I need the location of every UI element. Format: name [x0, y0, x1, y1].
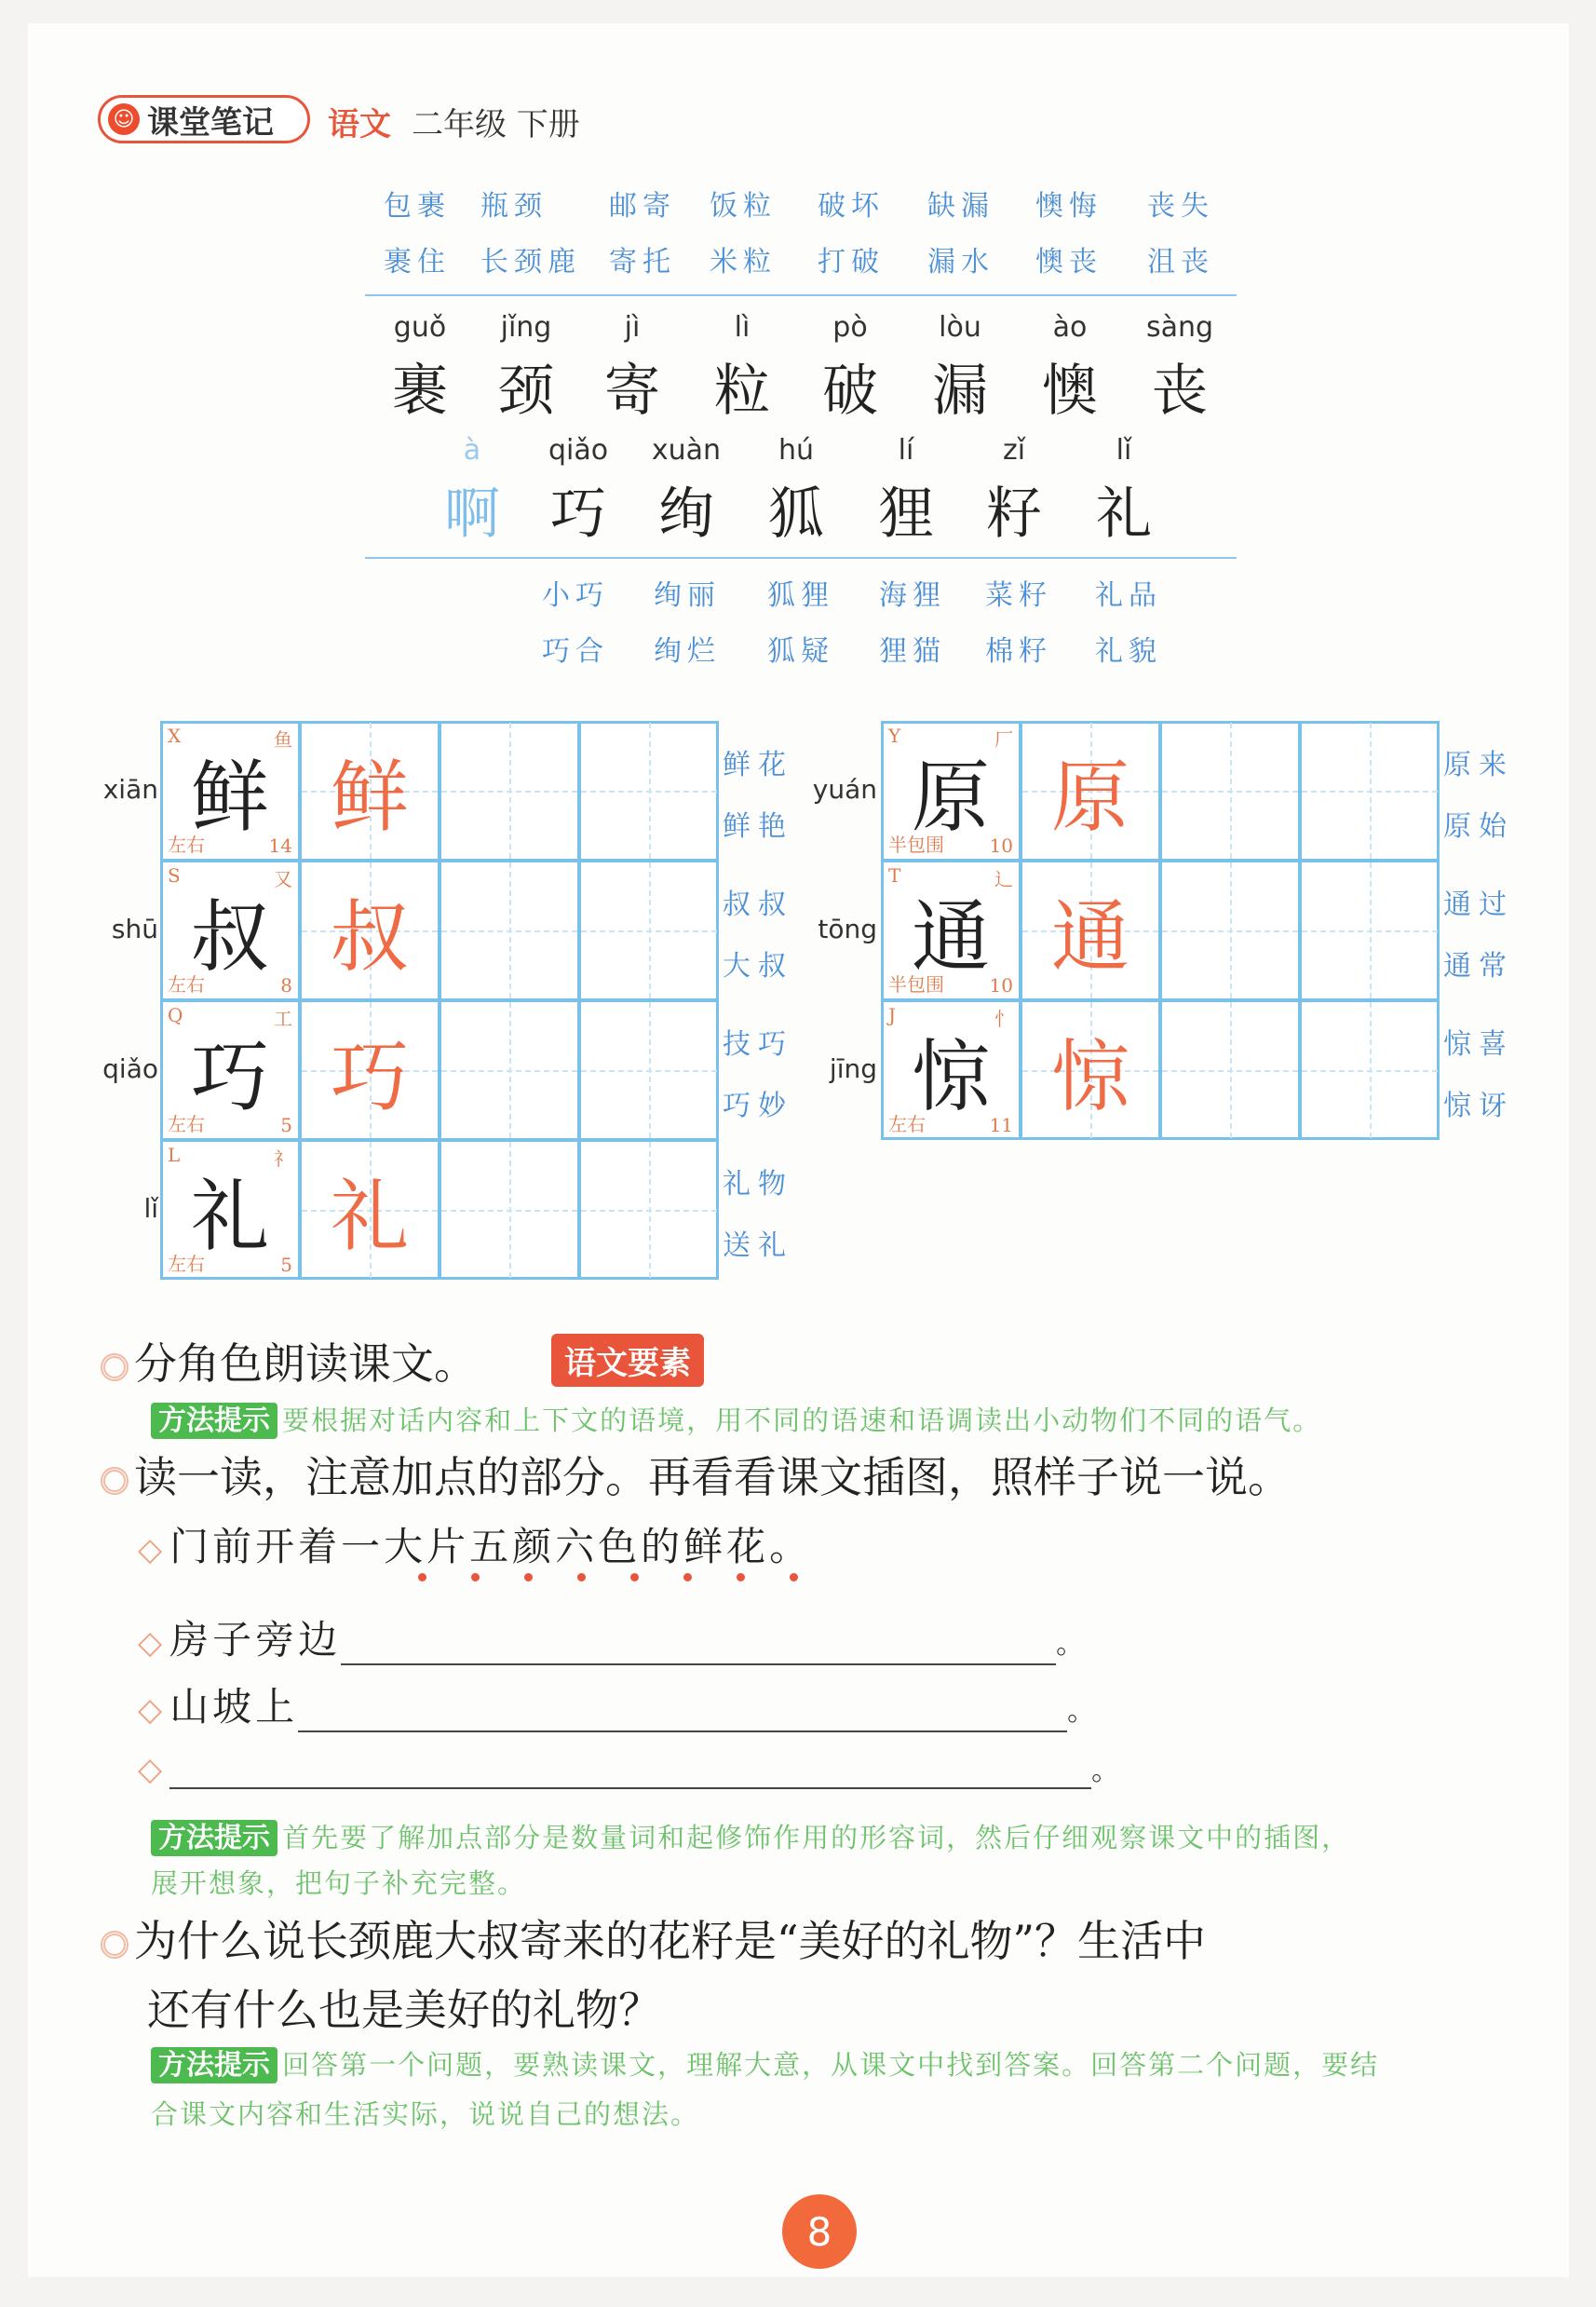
pinyin: jǐng [500, 311, 552, 344]
emphasis-dot [524, 1573, 533, 1581]
character: 籽 [986, 482, 1042, 547]
guide-line-h [1302, 930, 1438, 932]
pinyin: qiǎo [548, 434, 609, 467]
stroke-count: 5 [280, 1254, 292, 1276]
grid-cell[interactable] [1160, 1000, 1300, 1140]
grid-word: 原始 [1443, 810, 1514, 843]
divider-top [365, 294, 1237, 296]
tip-1 [151, 1397, 1321, 1438]
vocab-word: 礼品 [1095, 579, 1162, 612]
vocab-word: 瓶颈 [480, 190, 548, 223]
pinyin: à [463, 434, 481, 467]
model-character: 通 [911, 890, 990, 983]
grid-word: 巧妙 [723, 1090, 793, 1122]
vocab-word: 寄托 [609, 246, 676, 278]
question-3-text-line1: 为什么说长颈鹿大叔寄来的花籽是“美好的礼物”？生活中 [134, 1916, 1207, 1966]
model-character: 叔 [190, 890, 269, 983]
period: 。 [1067, 1695, 1100, 1728]
grid-cell[interactable] [1300, 861, 1440, 1000]
question-1 [101, 1330, 477, 1391]
character: 颈 [498, 359, 554, 424]
pinyin: sàng [1145, 311, 1214, 344]
vocab-word: 漏水 [927, 246, 994, 278]
question-2 [101, 1444, 1291, 1505]
vocab-word: 礼貌 [1095, 635, 1162, 668]
example-sentence [138, 1516, 812, 1572]
tip-2-text-line2: 展开想象，把句子补充完整。 [151, 1867, 527, 1899]
smile-icon: ☺ [108, 103, 140, 135]
emphasis-dot [737, 1573, 745, 1581]
grid-cell [300, 1000, 440, 1140]
question-2-text: 读一读，注意加点的部分。再看看课文插图，照样子说一说。 [134, 1452, 1291, 1502]
grid-cell[interactable] [440, 861, 579, 1000]
tip-3-text-line2: 合课文内容和生活实际，说说自己的想法。 [151, 2098, 700, 2130]
guide-line-h [441, 930, 577, 932]
example-text: 门前开着一大片五颜六色的鲜花。 [169, 1524, 813, 1569]
fill-item-1 [138, 1609, 1088, 1665]
guide-line-h [1302, 1070, 1438, 1072]
radical: 辶 [994, 868, 1013, 890]
grid-cell [1021, 1000, 1160, 1140]
character: 漏 [932, 359, 988, 424]
period: 。 [1091, 1755, 1124, 1787]
stroke-count: 5 [280, 1114, 292, 1136]
emphasis-dot [683, 1573, 692, 1581]
grid-cell [881, 861, 1021, 1000]
tip-1-text: 要根据对话内容和上下文的语境，用不同的语速和语调读出小动物们不同的语气。 [282, 1405, 1322, 1436]
model-character: 原 [911, 751, 990, 843]
trace-character: 礼 [330, 1170, 409, 1262]
index-letter: X [168, 725, 182, 747]
grid-word: 惊喜 [1443, 1028, 1514, 1061]
grid-cell[interactable] [579, 721, 719, 861]
model-character: 鲜 [190, 751, 269, 843]
question-3-text-line2: 还有什么也是美好的礼物？ [147, 1985, 661, 2035]
model-character: 礼 [190, 1170, 269, 1262]
stroke-count: 10 [989, 835, 1013, 857]
character: 懊 [1042, 359, 1098, 424]
grid-cell[interactable] [1160, 721, 1300, 861]
header-subject: 语文 [328, 106, 391, 143]
diamond-icon: ◇ [138, 1624, 167, 1662]
tip-label: 方法提示 [151, 1403, 277, 1439]
grid-cell[interactable] [440, 721, 579, 861]
grid-word: 送礼 [723, 1229, 793, 1262]
header-title: 课堂笔记 [147, 103, 274, 142]
tip-2-text-line1: 首先要了解加点部分是数量词和起修饰作用的形容词，然后仔细观察课文中的插图， [282, 1822, 1351, 1853]
vocab-word: 棉籽 [985, 635, 1052, 668]
fill-item-2 [138, 1676, 1099, 1732]
guide-line-h [1302, 791, 1438, 793]
guide-line-h [581, 1070, 717, 1072]
character: 巧 [550, 482, 606, 547]
structure: 左右 [888, 1113, 926, 1135]
question-bullet-icon [101, 1353, 128, 1381]
emphasis-dot [471, 1573, 480, 1581]
structure: 左右 [168, 1113, 205, 1135]
radical: 厂 [994, 728, 1013, 751]
question-bullet-icon [101, 1931, 128, 1959]
header-grade: 二年级 下册 [412, 106, 580, 143]
grid-pinyin: yuán [812, 774, 877, 805]
grid-cell [160, 721, 300, 861]
grid-cell [160, 861, 300, 1000]
pinyin: lì [734, 311, 751, 344]
vocab-word: 绚丽 [654, 579, 721, 612]
character: 丧 [1152, 359, 1208, 424]
vocab-word: 饭粒 [710, 190, 777, 223]
pinyin: pò [832, 311, 868, 344]
model-character: 巧 [190, 1030, 269, 1122]
vocab-word: 沮丧 [1147, 246, 1214, 278]
grid-cell [1021, 721, 1160, 861]
period: 。 [1056, 1628, 1089, 1661]
vocab-word: 长颈鹿 [480, 246, 581, 278]
tip-2 [151, 1814, 1350, 1855]
grid-pinyin: xiān [102, 774, 158, 805]
vocab-word: 绚烂 [654, 635, 721, 668]
grid-pinyin: lǐ [143, 1193, 158, 1224]
emphasis-dot [418, 1573, 426, 1581]
grid-pinyin: tōng [818, 914, 877, 944]
tip-label: 方法提示 [151, 1820, 277, 1856]
index-letter: J [888, 1004, 897, 1026]
vocab-word: 破坏 [818, 190, 885, 223]
radical: 鱼 [274, 728, 292, 751]
grid-word: 通常 [1443, 950, 1514, 983]
vocab-word: 懊丧 [1035, 246, 1102, 278]
character: 绚 [658, 482, 714, 547]
character: 裹 [392, 359, 448, 424]
fill-item-1-prompt: 房子旁边 [169, 1617, 342, 1662]
page-number: 8 [782, 2194, 857, 2269]
character: 粒 [714, 359, 770, 424]
index-letter: S [168, 864, 181, 887]
grid-word: 鲜艳 [723, 810, 793, 843]
character: 狐 [768, 482, 824, 547]
grid-pinyin: shū [111, 914, 158, 944]
character: 啊 [444, 482, 500, 547]
grid-word: 惊讶 [1443, 1090, 1514, 1122]
radical: 忄 [994, 1008, 1013, 1030]
vocab-word: 邮寄 [609, 190, 676, 223]
emphasis-dot [577, 1573, 586, 1581]
diamond-icon: ◇ [138, 1691, 167, 1729]
trace-character: 通 [1050, 890, 1129, 983]
tip-label: 方法提示 [151, 2047, 277, 2083]
divider-bottom [365, 557, 1237, 559]
language-element-badge: 语文要素 [551, 1334, 704, 1387]
vocab-word: 小巧 [542, 579, 609, 612]
guide-line-h [581, 791, 717, 793]
grid-word: 叔叔 [723, 889, 793, 921]
answer-line-1[interactable] [341, 1626, 1056, 1665]
guide-line-h [1162, 930, 1298, 932]
tip-3 [151, 2042, 1379, 2083]
tip-3-text-line1: 回答第一个问题，要熟读课文，理解大意，从课文中找到答案。回答第二个问题，要结 [282, 2049, 1380, 2081]
guide-line-h [581, 1210, 717, 1212]
character: 破 [822, 359, 878, 424]
pinyin: zǐ [1002, 434, 1026, 467]
trace-character: 鲜 [330, 751, 409, 843]
structure: 半包围 [888, 834, 944, 856]
trace-character: 原 [1050, 751, 1129, 843]
grid-cell [300, 721, 440, 861]
diamond-icon: ◇ [138, 1531, 167, 1568]
stroke-count: 14 [268, 835, 292, 857]
grid-cell [881, 1000, 1021, 1140]
header-badge [98, 95, 310, 143]
guide-line-h [1162, 1070, 1298, 1072]
vocab-word: 狐疑 [767, 635, 834, 668]
grid-cell [160, 1140, 300, 1280]
guide-line-h [441, 791, 577, 793]
grid-cell [300, 861, 440, 1000]
stroke-count: 10 [989, 974, 1013, 997]
grid-cell [300, 1140, 440, 1280]
stroke-count: 8 [280, 974, 292, 997]
grid-word: 礼物 [723, 1168, 793, 1201]
grid-word: 技巧 [723, 1028, 793, 1061]
pinyin: lòu [939, 311, 981, 344]
guide-line-h [581, 930, 717, 932]
grid-word: 大叔 [723, 950, 793, 983]
vocab-word: 菜籽 [985, 579, 1052, 612]
grid-word: 原来 [1443, 749, 1514, 781]
grid-word: 通过 [1443, 889, 1514, 921]
stroke-count: 11 [989, 1114, 1013, 1136]
grid-cell[interactable] [440, 1140, 579, 1280]
vocab-word: 打破 [818, 246, 885, 278]
grid-cell [881, 721, 1021, 861]
character: 寄 [604, 359, 660, 424]
diamond-icon: ◇ [138, 1751, 167, 1788]
trace-character: 巧 [330, 1030, 409, 1122]
question-3 [101, 1907, 1206, 1969]
guide-line-h [441, 1070, 577, 1072]
radical: 又 [274, 868, 292, 890]
pinyin: lǐ [1116, 434, 1132, 467]
grid-cell[interactable] [440, 1000, 579, 1140]
grid-cell[interactable] [1160, 861, 1300, 1000]
grid-cell[interactable] [1300, 721, 1440, 861]
pinyin: lí [898, 434, 914, 467]
grid-cell[interactable] [579, 1140, 719, 1280]
pinyin: ào [1052, 311, 1088, 344]
pinyin: guǒ [393, 311, 447, 344]
character: 狸 [878, 482, 934, 547]
index-letter: Q [168, 1004, 183, 1026]
vocab-word: 包裹 [384, 190, 451, 223]
structure: 左右 [168, 973, 205, 996]
index-letter: L [168, 1144, 181, 1166]
vocab-word: 裹住 [384, 246, 451, 278]
fill-item-2-prompt: 山坡上 [169, 1684, 299, 1730]
pinyin: xuàn [651, 434, 722, 467]
pinyin: jì [624, 311, 641, 344]
trace-character: 叔 [330, 890, 409, 983]
pinyin: hú [778, 434, 815, 467]
vocab-word: 巧合 [542, 635, 609, 668]
structure: 半包围 [888, 973, 944, 996]
trace-character: 惊 [1050, 1030, 1129, 1122]
question-1-text: 分角色朗读课文。 [134, 1338, 477, 1389]
structure: 左右 [168, 1253, 205, 1275]
vocab-word: 狸猫 [879, 635, 946, 668]
grid-cell [160, 1000, 300, 1140]
vocab-word: 海狸 [879, 579, 946, 612]
guide-line-h [441, 1210, 577, 1212]
radical: 工 [274, 1008, 292, 1030]
vocab-word: 懊悔 [1035, 190, 1102, 223]
vocab-word: 狐狸 [767, 579, 834, 612]
structure: 左右 [168, 834, 205, 856]
vocab-word: 缺漏 [927, 190, 994, 223]
emphasis-dot [790, 1573, 798, 1581]
vocab-word: 丧失 [1147, 190, 1214, 223]
emphasis-dot [630, 1573, 639, 1581]
grid-cell[interactable] [579, 1000, 719, 1140]
grid-cell[interactable] [579, 861, 719, 1000]
answer-line-2[interactable] [298, 1693, 1067, 1732]
fill-item-3 [138, 1744, 1123, 1789]
grid-pinyin: jīng [829, 1053, 877, 1084]
model-character: 惊 [911, 1030, 990, 1122]
guide-line-h [1162, 791, 1298, 793]
index-letter: Y [888, 725, 901, 747]
grid-word: 鲜花 [723, 749, 793, 781]
character: 礼 [1096, 482, 1152, 547]
vocab-word: 米粒 [710, 246, 777, 278]
grid-cell[interactable] [1300, 1000, 1440, 1140]
grid-cell [1021, 861, 1160, 1000]
index-letter: T [888, 864, 901, 887]
answer-line-3[interactable] [169, 1750, 1091, 1789]
radical: 礻 [274, 1147, 292, 1170]
grid-pinyin: qiǎo [102, 1053, 158, 1084]
question-bullet-icon [101, 1467, 128, 1495]
